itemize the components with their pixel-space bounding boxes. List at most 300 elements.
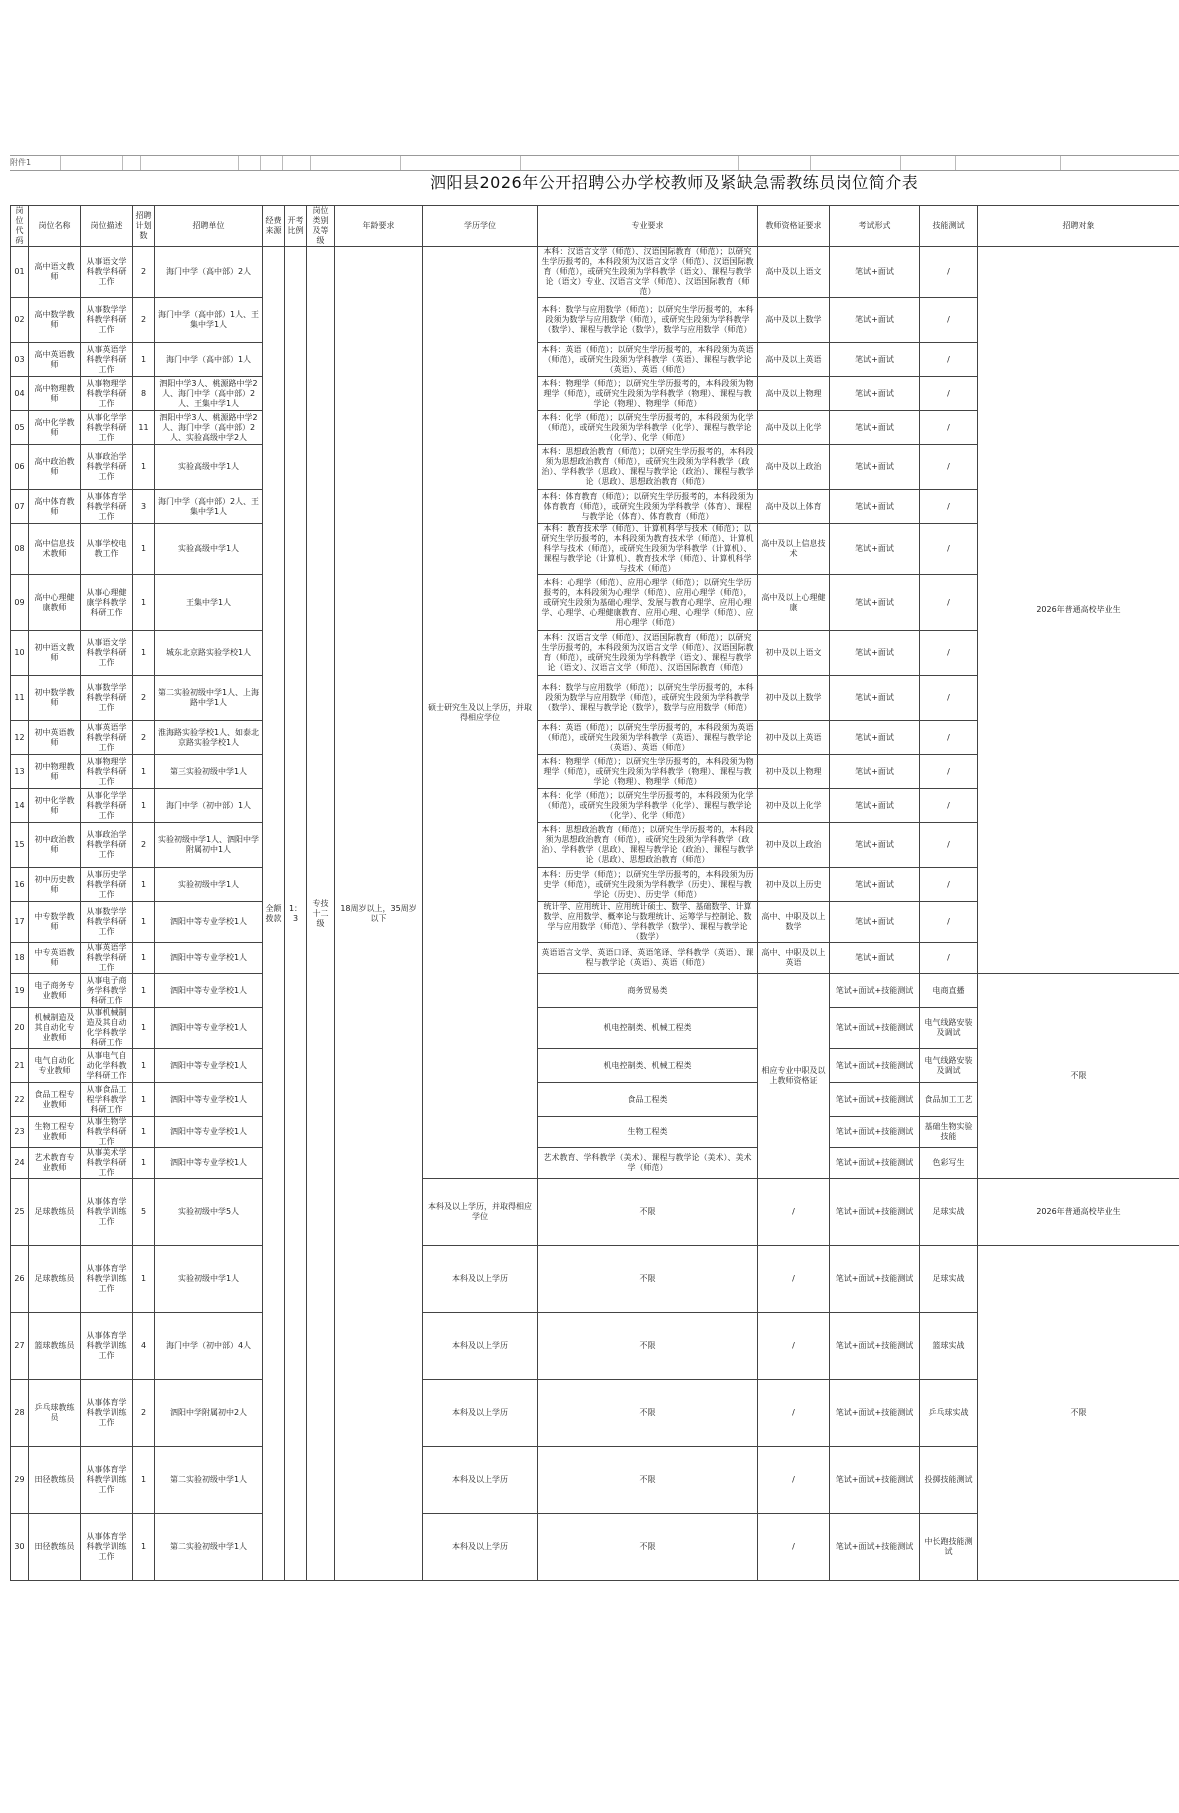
cell-exam: 笔试+面试+技能测试: [830, 1049, 920, 1083]
cell-num: 1: [133, 1246, 155, 1313]
cell-code: 22: [11, 1083, 29, 1117]
cell-cert: 初中及以上化学: [758, 789, 830, 823]
cell-major: 不限: [538, 1246, 758, 1313]
cell-exam: 笔试+面试: [830, 789, 920, 823]
cell-desc: 从事体育学科教学训练工作: [81, 1179, 133, 1246]
cell-desc: 从事体育学科教学科研工作: [81, 490, 133, 524]
cell-desc: 从事政治学科教学科研工作: [81, 823, 133, 868]
cell-name: 高中语文教师: [29, 247, 81, 298]
cell-name: 高中数学教师: [29, 298, 81, 343]
cell-cert: 高中、中职及以上英语: [758, 943, 830, 974]
col-desc: 岗位描述: [81, 206, 133, 247]
cell-exam: 笔试+面试+技能测试: [830, 1083, 920, 1117]
cell-unit: 泗阳中等专业学校1人: [155, 943, 263, 974]
cell-desc: 从事化学学科教学科研工作: [81, 789, 133, 823]
cell-num: 1: [133, 445, 155, 490]
cell-name: 高中心理健康教师: [29, 575, 81, 631]
cell-unit: 泗阳中等专业学校1人: [155, 1083, 263, 1117]
cell-num: 1: [133, 343, 155, 377]
cell-unit: 泗阳中学3人、桃源路中学2人、海门中学（高中部）2人、实验高级中学2人: [155, 411, 263, 445]
cell-name: 足球教练员: [29, 1246, 81, 1313]
cell-skill: /: [920, 902, 978, 943]
cell-major: 本科：教育技术学（师范）、计算机科学与技术（师范）；以研究生学历报考的，本科段须为教育技术学（师范）、计算机科学与技术（师范），或研究生段须为学科教学（计算机）、课程与教学论（计算机）、教育技术学（师范）、计算机科学与技术（师范）: [538, 524, 758, 575]
cell-num: 1: [133, 524, 155, 575]
cell-cert: 高中、中职及以上数学: [758, 902, 830, 943]
cell-exam: 笔试+面试+技能测试: [830, 1008, 920, 1049]
col-skill: 技能测试: [920, 206, 978, 247]
cell-code: 07: [11, 490, 29, 524]
cell-exam: 笔试+面试: [830, 755, 920, 789]
cell-cert: 初中及以上政治: [758, 823, 830, 868]
cell-name: 田径教练员: [29, 1447, 81, 1514]
cell-major: 本科：物理学（师范）；以研究生学历报考的，本科段须为物理学（师范），或研究生段须为学科教学（物理）、课程与教学论（物理）、物理学（师范）: [538, 755, 758, 789]
cell-code: 19: [11, 974, 29, 1008]
cell-unit: 王集中学1人: [155, 575, 263, 631]
cell-cert: 高中及以上政治: [758, 445, 830, 490]
col-exam: 考试形式: [830, 206, 920, 247]
cell-code: 16: [11, 868, 29, 902]
cell-exam: 笔试+面试: [830, 247, 920, 298]
cell-desc: 从事英语学科教学科研工作: [81, 721, 133, 755]
cell-major: 本科：化学（师范）；以研究生学历报考的，本科段须为化学（师范），或研究生段须为学科教学（化学）、课程与教学论（化学）、化学（师范）: [538, 411, 758, 445]
cell-num: 1: [133, 1117, 155, 1148]
cell-unit: 海门中学（初中部）1人: [155, 789, 263, 823]
col-unit: 招聘单位: [155, 206, 263, 247]
cell-unit: 第二实验初级中学1人: [155, 1514, 263, 1581]
cell-skill: /: [920, 343, 978, 377]
cell-code: 23: [11, 1117, 29, 1148]
cell-num: 4: [133, 1313, 155, 1380]
cell-target: 2026年普通高校毕业生: [978, 1179, 1179, 1246]
cell-desc: 从事语文学科教学科研工作: [81, 247, 133, 298]
cell-skill: /: [920, 247, 978, 298]
cell-skill: /: [920, 676, 978, 721]
cell-cert: /: [758, 1447, 830, 1514]
cell-code: 18: [11, 943, 29, 974]
cell-name: 机械制造及其自动化专业教师: [29, 1008, 81, 1049]
cell-num: 2: [133, 823, 155, 868]
col-ratio: 开考比例: [285, 206, 307, 247]
cell-major: 本科：汉语言文学（师范）、汉语国际教育（师范）；以研究生学历报考的，本科段须为汉语言文学（师范）、汉语国际教育（师范），或研究生段须为学科教学（语文）、课程与教学论（语文）专业、汉语言文学（师范）、汉语国际教育（师范）: [538, 247, 758, 298]
cell-code: 28: [11, 1380, 29, 1447]
cell-name: 初中历史教师: [29, 868, 81, 902]
cell-unit: 实验初级中学1人、泗阳中学附属初中1人: [155, 823, 263, 868]
cell-num: 1: [133, 575, 155, 631]
cell-edu: 本科及以上学历: [423, 1447, 538, 1514]
positions-table: [10, 205, 1179, 1581]
cell-skill: 食品加工工艺: [920, 1083, 978, 1117]
cell-major: 不限: [538, 1313, 758, 1380]
sheet-column-strip: [10, 155, 1179, 171]
col-num: 招聘计划数: [133, 206, 155, 247]
cell-major: 机电控制类、机械工程类: [538, 1049, 758, 1083]
cell-major: 本科：物理学（师范）；以研究生学历报考的，本科段须为物理学（师范），或研究生段须为学科教学（物理）、课程与教学论（物理）、物理学（师范）: [538, 377, 758, 411]
cell-cert: 高中及以上信息技术: [758, 524, 830, 575]
cell-ratio: 1：3: [285, 247, 307, 1581]
cell-exam: 笔试+面试: [830, 411, 920, 445]
cell-name: 初中英语教师: [29, 721, 81, 755]
cell-desc: 从事物理学科教学科研工作: [81, 755, 133, 789]
cell-unit: 泗阳中等专业学校1人: [155, 974, 263, 1008]
cell-num: 1: [133, 1049, 155, 1083]
cell-unit: 淮海路实验学校1人、如泰北京路实验学校1人: [155, 721, 263, 755]
cell-name: 初中政治教师: [29, 823, 81, 868]
cell-exam: 笔试+面试: [830, 631, 920, 676]
cell-desc: 从事英语学科教学科研工作: [81, 343, 133, 377]
cell-major: 本科：英语（师范）；以研究生学历报考的，本科段须为英语（师范），或研究生段须为学科教学（英语）、课程与教学论（英语）、英语（师范）: [538, 343, 758, 377]
cell-major: 艺术教育、学科教学（美术）、课程与教学论（美术）、美术学（师范）: [538, 1148, 758, 1179]
cell-code: 01: [11, 247, 29, 298]
cell-skill: /: [920, 490, 978, 524]
cell-name: 电子商务专业教师: [29, 974, 81, 1008]
cell-major: 生物工程类: [538, 1117, 758, 1148]
cell-num: 1: [133, 1514, 155, 1581]
cell-num: 2: [133, 298, 155, 343]
cell-funding: 全额拨款: [263, 247, 285, 1581]
cell-major: 本科：思想政治教育（师范）；以研究生学历报考的，本科段须为思想政治教育（师范），或研究生段须为学科教学（政治）、学科教学（思政）、课程与教学论（政治）、课程与教学论（思政）、思想政治教育（师范）: [538, 823, 758, 868]
cell-name: 高中化学教师: [29, 411, 81, 445]
cell-edu: 本科及以上学历: [423, 1514, 538, 1581]
cell-cert: 高中及以上化学: [758, 411, 830, 445]
cell-code: 17: [11, 902, 29, 943]
cell-skill: 篮球实战: [920, 1313, 978, 1380]
cell-skill: /: [920, 377, 978, 411]
cell-major: 不限: [538, 1380, 758, 1447]
cell-num: 5: [133, 1179, 155, 1246]
cell-cert: 初中及以上数学: [758, 676, 830, 721]
cell-num: 11: [133, 411, 155, 445]
cell-unit: 泗阳中等专业学校1人: [155, 902, 263, 943]
cell-desc: 从事政治学科教学科研工作: [81, 445, 133, 490]
cell-exam: 笔试+面试: [830, 445, 920, 490]
cell-skill: /: [920, 755, 978, 789]
cell-code: 27: [11, 1313, 29, 1380]
cell-exam: 笔试+面试: [830, 298, 920, 343]
cell-unit: 第二实验初级中学1人: [155, 1447, 263, 1514]
cell-name: 电气自动化专业教师: [29, 1049, 81, 1083]
cell-desc: 从事语文学科教学科研工作: [81, 631, 133, 676]
table-row: [11, 974, 1179, 1008]
cell-desc: 从事数学学科教学科研工作: [81, 298, 133, 343]
cell-major: 本科：数学与应用数学（师范）；以研究生学历报考的，本科段须为数学与应用数学（师范），或研究生段须为学科教学（数学）、课程与教学论（数学），数学与应用数学（师范）: [538, 676, 758, 721]
cell-skill: 乒乓球实战: [920, 1380, 978, 1447]
cell-cert: 初中及以上历史: [758, 868, 830, 902]
cell-cert: 高中及以上物理: [758, 377, 830, 411]
cell-name: 艺术教育专业教师: [29, 1148, 81, 1179]
cell-major: 不限: [538, 1514, 758, 1581]
cell-skill: 电商直播: [920, 974, 978, 1008]
cell-name: 篮球教练员: [29, 1313, 81, 1380]
cell-name: 生物工程专业教师: [29, 1117, 81, 1148]
table-row: [11, 1246, 1179, 1313]
cell-code: 25: [11, 1179, 29, 1246]
cell-num: 2: [133, 247, 155, 298]
cell-num: 3: [133, 490, 155, 524]
cell-skill: /: [920, 445, 978, 490]
cell-num: 1: [133, 755, 155, 789]
cell-name: 食品工程专业教师: [29, 1083, 81, 1117]
cell-major: 商务贸易类: [538, 974, 758, 1008]
cell-category: 专技十二级: [307, 247, 335, 1581]
cell-exam: 笔试+面试+技能测试: [830, 1179, 920, 1246]
cell-name: 中专英语教师: [29, 943, 81, 974]
cell-desc: 从事体育学科教学训练工作: [81, 1447, 133, 1514]
cell-skill: 中长跑技能测试: [920, 1514, 978, 1581]
cell-num: 1: [133, 943, 155, 974]
cell-target: 2026年普通高校毕业生: [978, 247, 1179, 974]
cell-desc: 从事食品工程学科教学科研工作: [81, 1083, 133, 1117]
cell-name: 初中化学教师: [29, 789, 81, 823]
cell-unit: 泗阳中等专业学校1人: [155, 1049, 263, 1083]
cell-major: 本科：化学（师范）；以研究生学历报考的，本科段须为化学（师范），或研究生段须为学科教学（化学）、课程与教学论（化学）、化学（师范）: [538, 789, 758, 823]
cell-num: 1: [133, 974, 155, 1008]
cell-skill: /: [920, 721, 978, 755]
cell-unit: 海门中学（高中部）2人、王集中学1人: [155, 490, 263, 524]
cell-exam: 笔试+面试+技能测试: [830, 1447, 920, 1514]
cell-num: 8: [133, 377, 155, 411]
cell-cert: /: [758, 1313, 830, 1380]
cell-unit: 泗阳中学3人、桃源路中学2人、海门中学（高中部）2人、王集中学1人: [155, 377, 263, 411]
cell-num: 1: [133, 868, 155, 902]
cell-code: 29: [11, 1447, 29, 1514]
cell-num: 2: [133, 721, 155, 755]
cell-code: 30: [11, 1514, 29, 1581]
cell-major: 英语语言文学、英语口译、英语笔译、学科教学（英语）、课程与教学论（英语）、英语（师范）: [538, 943, 758, 974]
cell-unit: 海门中学（初中部）4人: [155, 1313, 263, 1380]
cell-skill: /: [920, 298, 978, 343]
table-row: [11, 1179, 1179, 1246]
table-row: [11, 247, 1179, 298]
cell-exam: 笔试+面试+技能测试: [830, 1380, 920, 1447]
cell-desc: 从事化学学科教学科研工作: [81, 411, 133, 445]
cell-cert: 高中及以上数学: [758, 298, 830, 343]
cell-desc: 从事体育学科教学训练工作: [81, 1380, 133, 1447]
cell-num: 2: [133, 1380, 155, 1447]
cell-code: 08: [11, 524, 29, 575]
cell-num: 1: [133, 1083, 155, 1117]
cell-name: 高中体育教师: [29, 490, 81, 524]
cell-exam: 笔试+面试+技能测试: [830, 1246, 920, 1313]
cell-desc: 从事体育学科教学训练工作: [81, 1313, 133, 1380]
cell-num: 1: [133, 1447, 155, 1514]
cell-exam: 笔试+面试: [830, 490, 920, 524]
cell-desc: 从事机械制造及其自动化学科教学科研工作: [81, 1008, 133, 1049]
col-age: 年龄要求: [335, 206, 423, 247]
cell-unit: 第二实验初级中学1人、上海路中学1人: [155, 676, 263, 721]
col-target: 招聘对象: [978, 206, 1179, 247]
cell-desc: 从事生物学科教学科研工作: [81, 1117, 133, 1148]
cell-skill: /: [920, 868, 978, 902]
col-code: 岗位代码: [11, 206, 29, 247]
cell-name: 高中物理教师: [29, 377, 81, 411]
cell-exam: 笔试+面试+技能测试: [830, 1148, 920, 1179]
cell-exam: 笔试+面试: [830, 868, 920, 902]
cell-code: 04: [11, 377, 29, 411]
cell-desc: 从事数学学科教学科研工作: [81, 676, 133, 721]
cell-exam: 笔试+面试+技能测试: [830, 1117, 920, 1148]
cell-code: 02: [11, 298, 29, 343]
cell-code: 20: [11, 1008, 29, 1049]
cell-desc: 从事历史学科教学科研工作: [81, 868, 133, 902]
cell-skill: 基础生物实验技能: [920, 1117, 978, 1148]
cell-desc: 从事物理学科教学科研工作: [81, 377, 133, 411]
cell-desc: 从事心理健康学科教学科研工作: [81, 575, 133, 631]
cell-edu: 本科及以上学历: [423, 1380, 538, 1447]
cell-skill: 色彩写生: [920, 1148, 978, 1179]
cell-num: 1: [133, 902, 155, 943]
cell-unit: 海门中学（高中部）2人: [155, 247, 263, 298]
cell-name: 中专数学教师: [29, 902, 81, 943]
cell-skill: /: [920, 575, 978, 631]
cell-code: 26: [11, 1246, 29, 1313]
cell-num: 1: [133, 789, 155, 823]
col-edu: 学历学位: [423, 206, 538, 247]
cell-code: 09: [11, 575, 29, 631]
cell-unit: 海门中学（高中部）1人、王集中学1人: [155, 298, 263, 343]
cell-desc: 从事体育学科教学训练工作: [81, 1514, 133, 1581]
cell-unit: 泗阳中等专业学校1人: [155, 1117, 263, 1148]
cell-unit: 第三实验初级中学1人: [155, 755, 263, 789]
cell-name: 足球教练员: [29, 1179, 81, 1246]
cell-exam: 笔试+面试: [830, 823, 920, 868]
cell-major: 本科：体育教育（师范）；以研究生学历报考的，本科段须为体育教育（师范），或研究生段须为学科教学（体育）、课程与教学论（体育）、体育教育（师范）: [538, 490, 758, 524]
col-name: 岗位名称: [29, 206, 81, 247]
col-category: 岗位类别及等级: [307, 206, 335, 247]
cell-unit: 实验初级中学5人: [155, 1179, 263, 1246]
cell-exam: 笔试+面试: [830, 676, 920, 721]
cell-unit: 实验高级中学1人: [155, 445, 263, 490]
cell-exam: 笔试+面试: [830, 524, 920, 575]
cell-skill: 投掷技能测试: [920, 1447, 978, 1514]
cell-edu: 硕士研究生及以上学历，并取得相应学位: [423, 247, 538, 1179]
cell-num: 1: [133, 631, 155, 676]
cell-cert: 初中及以上物理: [758, 755, 830, 789]
cell-major: 不限: [538, 1447, 758, 1514]
cell-cert: 高中及以上英语: [758, 343, 830, 377]
cell-desc: 从事电子商务学科教学科研工作: [81, 974, 133, 1008]
cell-major: 本科：历史学（师范）；以研究生学历报考的，本科段须为历史学（师范），或研究生段须为学科教学（历史）、课程与教学论（历史）、历史学（师范）: [538, 868, 758, 902]
cell-code: 06: [11, 445, 29, 490]
cell-desc: 从事电气自动化学科教学科研工作: [81, 1049, 133, 1083]
cell-skill: /: [920, 823, 978, 868]
cell-desc: 从事美术学科教学科研工作: [81, 1148, 133, 1179]
cell-name: 初中语文教师: [29, 631, 81, 676]
cell-skill: 足球实战: [920, 1246, 978, 1313]
cell-exam: 笔试+面试: [830, 377, 920, 411]
cell-name: 初中物理教师: [29, 755, 81, 789]
cell-skill: 足球实战: [920, 1179, 978, 1246]
cell-name: 乒乓球教练员: [29, 1380, 81, 1447]
cell-unit: 实验初级中学1人: [155, 1246, 263, 1313]
cell-code: 12: [11, 721, 29, 755]
cell-cert: 初中及以上语文: [758, 631, 830, 676]
attachment-label: 附件1: [10, 158, 32, 167]
cell-exam: 笔试+面试: [830, 575, 920, 631]
cell-major: 机电控制类、机械工程类: [538, 1008, 758, 1049]
cell-cert: 高中及以上体育: [758, 490, 830, 524]
cell-num: 2: [133, 676, 155, 721]
page-title: 泗阳县2026年公开招聘公办学校教师及紧缺急需教练员岗位简介表: [430, 173, 919, 192]
cell-cert: /: [758, 1380, 830, 1447]
col-funding: 经费来源: [263, 206, 285, 247]
cell-num: 1: [133, 1008, 155, 1049]
cell-cert: 相应专业中职及以上教师资格证: [758, 974, 830, 1179]
cell-exam: 笔试+面试: [830, 943, 920, 974]
cell-skill: 电气线路安装及调试: [920, 1049, 978, 1083]
cell-num: 1: [133, 1148, 155, 1179]
cell-desc: 从事体育学科教学训练工作: [81, 1246, 133, 1313]
cell-code: 24: [11, 1148, 29, 1179]
cell-major: 本科：汉语言文学（师范）、汉语国际教育（师范）；以研究生学历报考的，本科段须为汉语言文学（师范）、汉语国际教育（师范），或研究生段须为学科教学（语文）、课程与教学论（语文）、汉语言文学（师范）、汉语国际教育（师范）: [538, 631, 758, 676]
cell-major: 食品工程类: [538, 1083, 758, 1117]
cell-code: 05: [11, 411, 29, 445]
cell-edu: 本科及以上学历: [423, 1313, 538, 1380]
cell-code: 15: [11, 823, 29, 868]
cell-skill: 电气线路安装及调试: [920, 1008, 978, 1049]
cell-code: 11: [11, 676, 29, 721]
cell-unit: 实验高级中学1人: [155, 524, 263, 575]
cell-skill: /: [920, 411, 978, 445]
cell-exam: 笔试+面试+技能测试: [830, 1514, 920, 1581]
cell-major: 统计学、应用统计、应用统计硕士、数学、基础数学、计算数学、应用数学、概率论与数理统计、运筹学与控制论、数学与应用数学（师范）、学科教学（数学）、课程与教学论（数学）: [538, 902, 758, 943]
cell-cert: /: [758, 1246, 830, 1313]
cell-cert: 初中及以上英语: [758, 721, 830, 755]
cell-name: 高中信息技术教师: [29, 524, 81, 575]
cell-exam: 笔试+面试+技能测试: [830, 1313, 920, 1380]
cell-unit: 泗阳中学附属初中2人: [155, 1380, 263, 1447]
cell-exam: 笔试+面试: [830, 902, 920, 943]
cell-age: 18周岁以上，35周岁以下: [335, 247, 423, 1581]
cell-desc: 从事学校电教工作: [81, 524, 133, 575]
cell-code: 03: [11, 343, 29, 377]
cell-name: 初中数学教师: [29, 676, 81, 721]
col-cert: 教师资格证要求: [758, 206, 830, 247]
cell-major: 本科：英语（师范）；以研究生学历报考的，本科段须为英语（师范），或研究生段须为学科教学（英语）、课程与教学论（英语）、英语（师范）: [538, 721, 758, 755]
cell-edu: 本科及以上学历: [423, 1246, 538, 1313]
cell-major: 本科：心理学（师范）、应用心理学（师范）；以研究生学历报考的，本科段须为心理学（师范）、应用心理学（师范），或研究生段须为基础心理学、发展与教育心理学、应用心理学、心理学、心理健康教育、应用心理、心理学（师范）、应用心理学（师范）: [538, 575, 758, 631]
cell-unit: 城东北京路实验学校1人: [155, 631, 263, 676]
cell-exam: 笔试+面试+技能测试: [830, 974, 920, 1008]
cell-target: 不限: [978, 974, 1179, 1179]
cell-code: 14: [11, 789, 29, 823]
cell-unit: 实验初级中学1人: [155, 868, 263, 902]
cell-unit: 泗阳中等专业学校1人: [155, 1148, 263, 1179]
col-major: 专业要求: [538, 206, 758, 247]
cell-cert: 高中及以上语文: [758, 247, 830, 298]
cell-code: 21: [11, 1049, 29, 1083]
cell-skill: /: [920, 524, 978, 575]
cell-code: 13: [11, 755, 29, 789]
cell-unit: 泗阳中等专业学校1人: [155, 1008, 263, 1049]
cell-cert: /: [758, 1514, 830, 1581]
cell-exam: 笔试+面试: [830, 721, 920, 755]
cell-skill: /: [920, 631, 978, 676]
cell-target: 不限: [978, 1246, 1179, 1581]
cell-code: 10: [11, 631, 29, 676]
cell-name: 高中英语教师: [29, 343, 81, 377]
cell-major: 不限: [538, 1179, 758, 1246]
cell-name: 高中政治教师: [29, 445, 81, 490]
cell-exam: 笔试+面试: [830, 343, 920, 377]
cell-skill: /: [920, 789, 978, 823]
cell-edu: 本科及以上学历，并取得相应学位: [423, 1179, 538, 1246]
cell-desc: 从事英语学科教学科研工作: [81, 943, 133, 974]
cell-name: 田径教练员: [29, 1514, 81, 1581]
cell-major: 本科：数学与应用数学（师范）；以研究生学历报考的，本科段须为数学与应用数学（师范），或研究生段须为学科教学（数学）、课程与教学论（数学），数学与应用数学（师范）: [538, 298, 758, 343]
cell-desc: 从事数学学科教学科研工作: [81, 902, 133, 943]
cell-major: 本科：思想政治教育（师范）；以研究生学历报考的，本科段须为思想政治教育（师范），或研究生段须为学科教学（政治）、学科教学（思政）、课程与教学论（政治）、课程与教学论（思政）、思想政治教育（师范）: [538, 445, 758, 490]
cell-cert: /: [758, 1179, 830, 1246]
